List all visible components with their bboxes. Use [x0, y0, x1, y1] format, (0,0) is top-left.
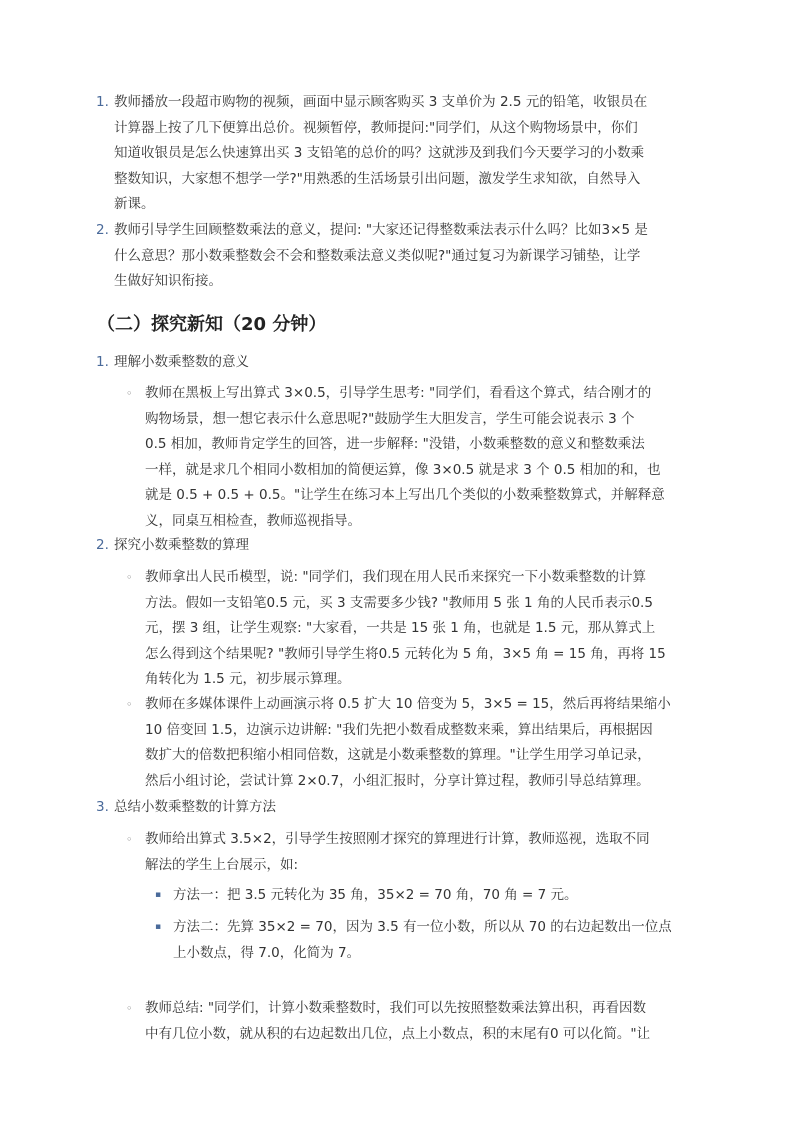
- text-line: 方法一：把 3.5 元转化为 35 角，35×2 = 70 角，70 角 = 7 元。: [173, 887, 578, 903]
- text-line: 购物场景，想一想它表示什么意思呢?"鼓励学生大胆发言，学生可能会说表示 3 个: [145, 410, 635, 427]
- text-line: 0.5 相加，教师肯定学生的回答，进一步解释: "没错，小数乘整数的意义和整数乘法: [145, 436, 645, 452]
- method-text: [173, 915, 701, 966]
- text-line: 新课。: [114, 196, 155, 212]
- text-line: 什么意思？那小数乘整数会不会和整数乘法意义类似呢?"通过复习为新课学习铺垫，让学: [114, 247, 641, 264]
- square-bullet-icon: ▪: [155, 922, 162, 932]
- text-line: 解法的学生上台展示，如:: [145, 856, 299, 873]
- hollow-bullet-icon: ◦: [126, 387, 133, 400]
- text-line: 角转化为 1.5 元，初步展示算理。: [145, 671, 351, 687]
- list-item-text: [114, 218, 700, 295]
- hollow-bullet-icon: ◦: [126, 1002, 133, 1015]
- text-line: 就是 0.5 + 0.5 + 0.5。"让学生在练习本上写出几个类似的小数乘整数算式，并解释意: [145, 487, 665, 503]
- text-line: 10 倍变回 1.5，边演示边讲解: "我们先把小数看成整数来乘，算出结果后，再根据因: [145, 721, 653, 738]
- text-line: 数扩大的倍数把积缩小相同倍数，这就是小数乘整数的算理。"让学生用学习单记录，: [145, 747, 651, 763]
- text-line: 方法。假如一支铅笔0.5 元，买 3 支需要多少钱? "教师用 5 张 1 角的人民币表示0.5: [145, 594, 653, 611]
- text-line: 义，同桌互相检查，教师巡视指导。: [145, 512, 361, 529]
- step-title: 探究小数乘整数的算理: [114, 537, 249, 553]
- list-number: 2.: [96, 537, 109, 553]
- step-title: 总结小数乘整数的计算方法: [114, 799, 276, 815]
- text-line: 方法二：先算 35×2 = 70，因为 3.5 有一位小数，所以从 70 的右边起数出一位点: [173, 919, 672, 935]
- text-line: 元，摆 3 组，让学生观察: "大家看，一共是 15 张 1 角，也就是 1.5 元，那从算式上: [145, 620, 656, 636]
- text-line: 教师引导学生回顾整数乘法的意义，提问: "大家还记得整数乘法表示什么吗？比如3×5 是: [114, 222, 648, 238]
- bullet-text: [145, 565, 701, 693]
- square-bullet-icon: ▪: [155, 890, 162, 900]
- text-line: 教师给出算式 3.5×2，引导学生按照刚才探究的算理进行计算，教师巡视，选取不同: [145, 831, 650, 847]
- list-number: 1.: [96, 354, 109, 370]
- step-title: 理解小数乘整数的意义: [114, 354, 249, 370]
- text-line: 生做好知识衔接。: [114, 273, 222, 289]
- text-line: 一样，就是求几个相同小数相加的简便运算，像 3×0.5 就是求 3 个 0.5 相加的和，也: [145, 461, 661, 478]
- text-line: 教师总结: "同学们，计算小数乘整数时，我们可以先按照整数乘法算出积，再看因数: [145, 1000, 647, 1016]
- text-line: 教师在黑板上写出算式 3×0.5，引导学生思考: "同学们，看看这个算式，结合刚才的: [145, 385, 652, 401]
- text-line: 计算器上按了几下便算出总价。视频暂停，教师提问:"同学们，从这个购物场景中，你们: [114, 119, 638, 136]
- text-line: 然后小组讨论，尝试计算 2×0.7，小组汇报时，分享计算过程，教师引导总结算理。: [145, 772, 650, 789]
- section-heading: （二）探究新知（20 分钟）: [97, 314, 327, 335]
- bullet-text: [145, 827, 701, 878]
- bullet-text: [145, 381, 701, 534]
- hollow-bullet-icon: ◦: [126, 698, 133, 711]
- text-line: 怎么得到这个结果呢? "教师引导学生将0.5 元转化为 5 角，3×5 角 = 15 角，再将 15: [145, 645, 666, 662]
- list-number: 2.: [96, 222, 109, 238]
- text-line: 中有几位小数，就从积的右边起数出几位，点上小数点，积的末尾有0 可以化简。"让: [145, 1025, 651, 1042]
- hollow-bullet-icon: ◦: [126, 571, 133, 584]
- text-line: 教师在多媒体课件上动画演示将 0.5 扩大 10 倍变为 5，3×5 = 15，然后再将结果缩小: [145, 696, 671, 712]
- list-item-text: [114, 90, 700, 218]
- text-line: 知道收银员是怎么快速算出买 3 支铅笔的总价的吗？这就涉及到我们今天要学习的小数乘: [114, 145, 645, 161]
- bullet-text: [145, 996, 701, 1047]
- text-line: 教师拿出人民币模型，说: "同学们，我们现在用人民币来探究一下小数乘整数的计算: [145, 569, 647, 585]
- bullet-text: [145, 692, 701, 794]
- hollow-bullet-icon: ◦: [126, 833, 133, 846]
- list-number: 3.: [96, 799, 109, 815]
- list-number: 1.: [96, 94, 109, 110]
- method-text: [173, 883, 701, 909]
- text-line: 整数知识，大家想不想学一学?"用熟悉的生活场景引出问题，激发学生求知欲，自然导入: [114, 170, 641, 187]
- text-line: 教师播放一段超市购物的视频，画面中显示顾客购买 3 支单价为 2.5 元的铅笔，收银员在: [114, 94, 648, 110]
- text-line: 上小数点，得 7.0，化简为 7。: [173, 944, 361, 961]
